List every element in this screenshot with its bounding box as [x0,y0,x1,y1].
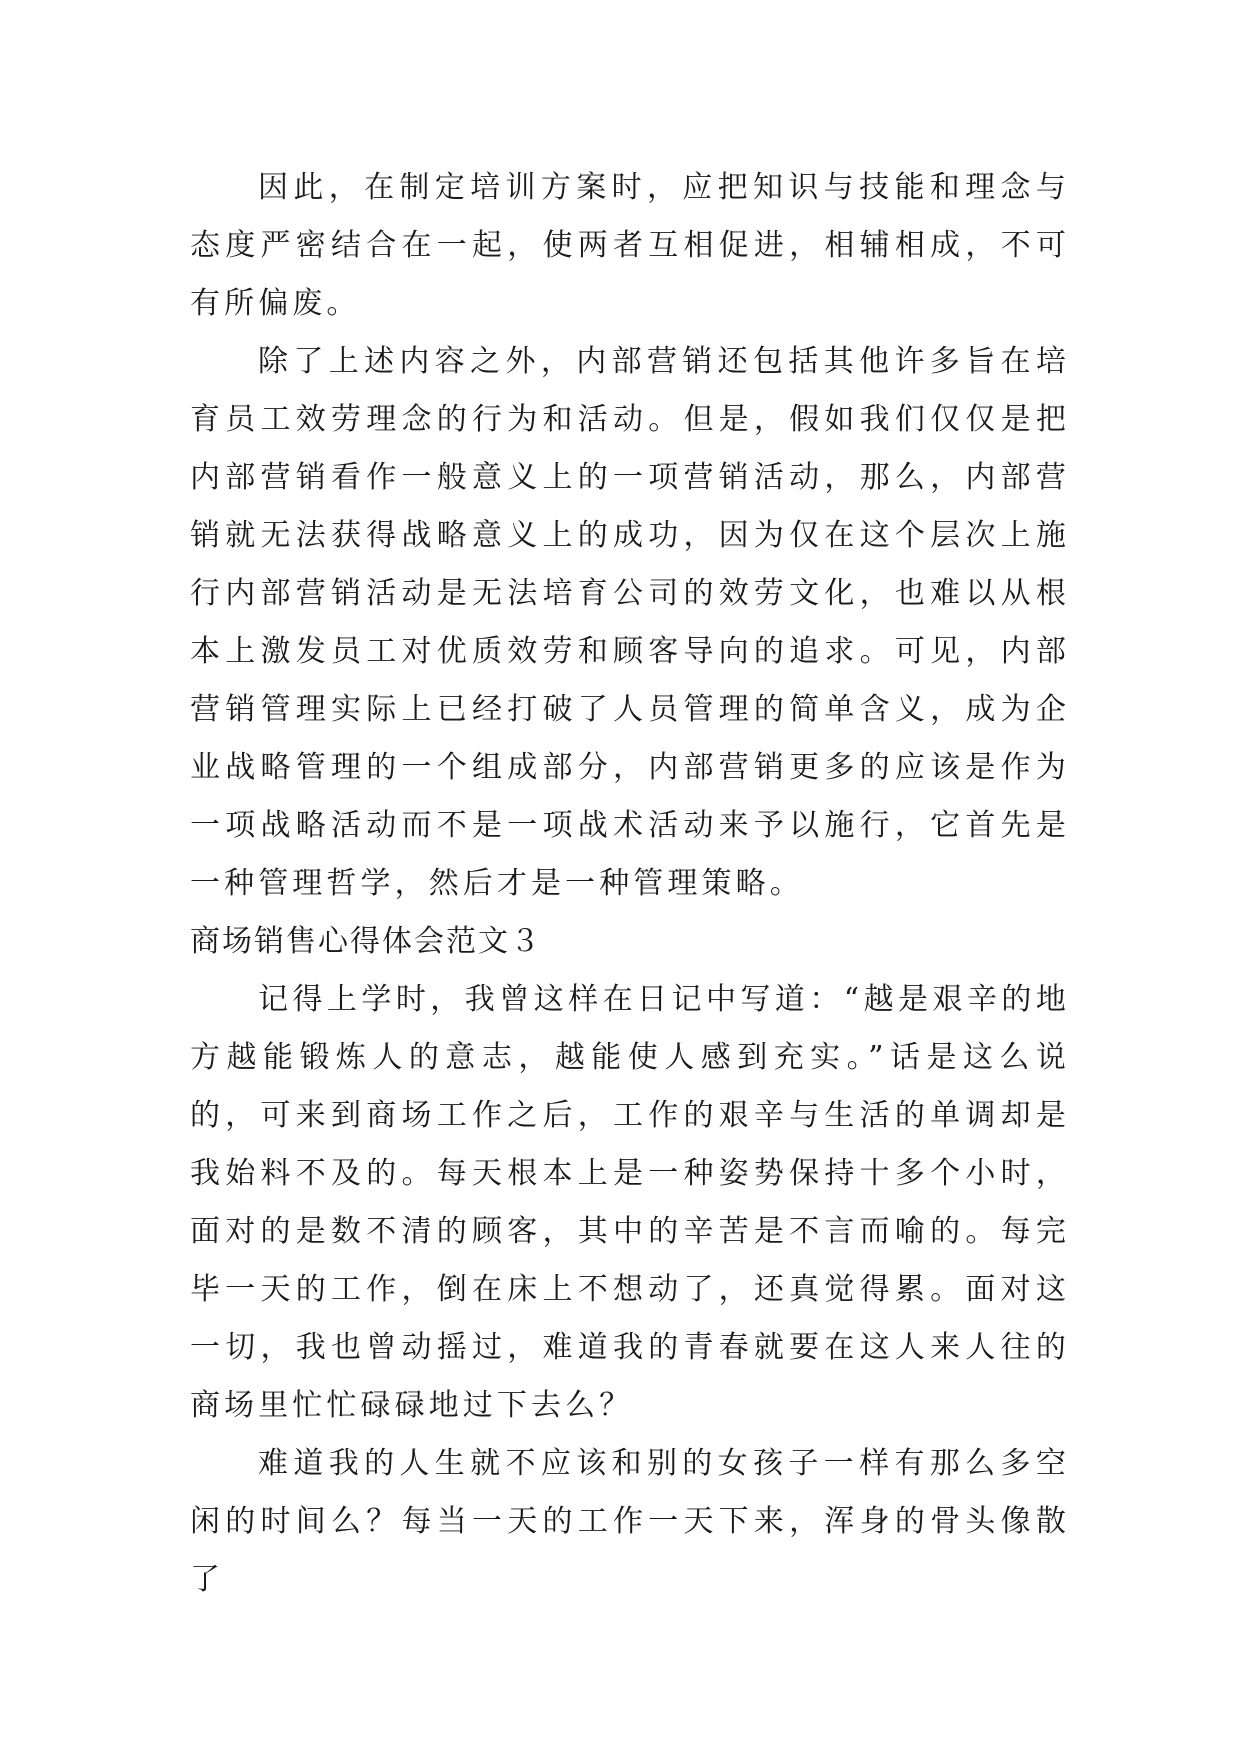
section-heading: 商场销售心得体会范文３ [190,924,542,959]
paragraph-free-time: 难道我的人生就不应该和别的女孩子一样有那么多空闲的时间么？每当一天的工作一天下来，浑身的骨头像散了 [190,1446,1070,1597]
paragraph-training-plan: 因此，在制定培训方案时，应把知识与技能和理念与态度严密结合在一起，使两者互相促进，相辅相成，不可有所偏废。 [190,170,1070,321]
paragraph-diary: 记得上学时，我曾这样在日记中写道：“越是艰辛的地方越能锻炼人的意志，越能使人感到充实。”话是这么说的，可来到商场工作之后，工作的艰辛与生活的单调却是我始料不及的。每天根本上是一种姿势保持十多个小时，面对的是数不清的顾客，其中的辛苦是不言而喻的。每完毕一天的工作，倒在床上不想动了，还真觉得累。面对这一切，我也曾动摇过，难道我的青春就要在这人来人往的商场里忙忙碌碌地过下去么？ [190,982,1070,1423]
document-body [190,159,1070,1609]
paragraph-internal-marketing: 除了上述内容之外，内部营销还包括其他许多旨在培育员工效劳理念的行为和活动。但是，假如我们仅仅是把内部营销看作一般意义上的一项营销活动，那么，内部营销就无法获得战略意义上的成功，因为仅在这个层次上施行内部营销活动是无法培育公司的效劳文化，也难以从根本上激发员工对优质效劳和顾客导向的追求。可见，内部营销管理实际上已经打破了人员管理的简单含义，成为企业战略管理的一个组成部分，内部营销更多的应该是作为一项战略活动而不是一项战术活动来予以施行，它首先是一种管理哲学，然后才是一种管理策略。 [190,344,1070,901]
